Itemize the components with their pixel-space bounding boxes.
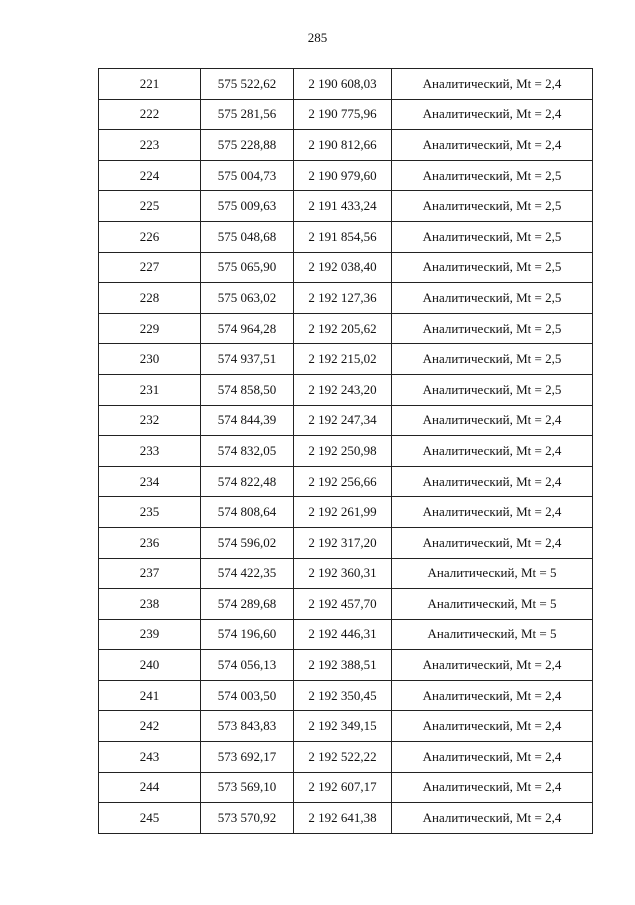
y-coordinate-cell: 2 190 979,60	[294, 160, 392, 191]
method-accuracy-cell: Аналитический, Mt = 5	[392, 558, 593, 589]
table-row	[99, 99, 593, 130]
point-number-cell: 227	[99, 252, 201, 283]
table-row	[99, 160, 593, 191]
table-row	[99, 589, 593, 620]
method-accuracy-cell: Аналитический, Mt = 2,4	[392, 680, 593, 711]
y-coordinate-cell: 2 192 250,98	[294, 436, 392, 467]
method-accuracy-cell: Аналитический, Mt = 2,4	[392, 436, 593, 467]
method-accuracy-cell: Аналитический, Mt = 2,4	[392, 130, 593, 161]
point-number-cell: 233	[99, 436, 201, 467]
point-number-cell: 225	[99, 191, 201, 222]
x-coordinate-cell: 575 063,02	[201, 283, 294, 314]
x-coordinate-cell: 573 569,10	[201, 772, 294, 803]
coordinates-table-body	[99, 69, 593, 834]
y-coordinate-cell: 2 192 641,38	[294, 803, 392, 834]
y-coordinate-cell: 2 192 446,31	[294, 619, 392, 650]
method-accuracy-cell: Аналитический, Mt = 2,5	[392, 344, 593, 375]
table-row	[99, 650, 593, 681]
y-coordinate-cell: 2 192 457,70	[294, 589, 392, 620]
point-number-cell: 229	[99, 313, 201, 344]
table-row	[99, 283, 593, 314]
y-coordinate-cell: 2 192 607,17	[294, 772, 392, 803]
x-coordinate-cell: 574 196,60	[201, 619, 294, 650]
method-accuracy-cell: Аналитический, Mt = 2,4	[392, 650, 593, 681]
x-coordinate-cell: 574 289,68	[201, 589, 294, 620]
table-row	[99, 619, 593, 650]
table-row	[99, 711, 593, 742]
y-coordinate-cell: 2 192 038,40	[294, 252, 392, 283]
y-coordinate-cell: 2 190 812,66	[294, 130, 392, 161]
table-row	[99, 221, 593, 252]
x-coordinate-cell: 575 004,73	[201, 160, 294, 191]
point-number-cell: 240	[99, 650, 201, 681]
x-coordinate-cell: 574 056,13	[201, 650, 294, 681]
table-row	[99, 374, 593, 405]
y-coordinate-cell: 2 192 350,45	[294, 680, 392, 711]
y-coordinate-cell: 2 191 854,56	[294, 221, 392, 252]
point-number-cell: 239	[99, 619, 201, 650]
method-accuracy-cell: Аналитический, Mt = 2,4	[392, 497, 593, 528]
method-accuracy-cell: Аналитический, Mt = 2,4	[392, 711, 593, 742]
table-row	[99, 742, 593, 773]
point-number-cell: 226	[99, 221, 201, 252]
x-coordinate-cell: 574 422,35	[201, 558, 294, 589]
x-coordinate-cell: 575 281,56	[201, 99, 294, 130]
method-accuracy-cell: Аналитический, Mt = 2,5	[392, 374, 593, 405]
point-number-cell: 242	[99, 711, 201, 742]
table-row	[99, 527, 593, 558]
x-coordinate-cell: 575 048,68	[201, 221, 294, 252]
y-coordinate-cell: 2 190 775,96	[294, 99, 392, 130]
x-coordinate-cell: 575 065,90	[201, 252, 294, 283]
method-accuracy-cell: Аналитический, Mt = 2,5	[392, 283, 593, 314]
point-number-cell: 244	[99, 772, 201, 803]
point-number-cell: 230	[99, 344, 201, 375]
point-number-cell: 222	[99, 99, 201, 130]
table-row	[99, 466, 593, 497]
method-accuracy-cell: Аналитический, Mt = 2,5	[392, 191, 593, 222]
y-coordinate-cell: 2 192 360,31	[294, 558, 392, 589]
table-row	[99, 344, 593, 375]
table-row	[99, 558, 593, 589]
point-number-cell: 235	[99, 497, 201, 528]
y-coordinate-cell: 2 192 261,99	[294, 497, 392, 528]
x-coordinate-cell: 575 228,88	[201, 130, 294, 161]
table-row	[99, 772, 593, 803]
x-coordinate-cell: 574 822,48	[201, 466, 294, 497]
y-coordinate-cell: 2 192 127,36	[294, 283, 392, 314]
table-row	[99, 191, 593, 222]
method-accuracy-cell: Аналитический, Mt = 2,4	[392, 527, 593, 558]
x-coordinate-cell: 574 937,51	[201, 344, 294, 375]
point-number-cell: 221	[99, 69, 201, 100]
y-coordinate-cell: 2 192 388,51	[294, 650, 392, 681]
point-number-cell: 243	[99, 742, 201, 773]
x-coordinate-cell: 574 832,05	[201, 436, 294, 467]
x-coordinate-cell: 573 843,83	[201, 711, 294, 742]
method-accuracy-cell: Аналитический, Mt = 2,5	[392, 313, 593, 344]
y-coordinate-cell: 2 192 243,20	[294, 374, 392, 405]
point-number-cell: 245	[99, 803, 201, 834]
y-coordinate-cell: 2 191 433,24	[294, 191, 392, 222]
y-coordinate-cell: 2 190 608,03	[294, 69, 392, 100]
x-coordinate-cell: 574 844,39	[201, 405, 294, 436]
point-number-cell: 232	[99, 405, 201, 436]
table-row	[99, 680, 593, 711]
table-row	[99, 803, 593, 834]
x-coordinate-cell: 574 808,64	[201, 497, 294, 528]
x-coordinate-cell: 574 596,02	[201, 527, 294, 558]
point-number-cell: 231	[99, 374, 201, 405]
x-coordinate-cell: 574 964,28	[201, 313, 294, 344]
page-number: 285	[307, 30, 328, 45]
point-number-cell: 223	[99, 130, 201, 161]
method-accuracy-cell: Аналитический, Mt = 2,5	[392, 221, 593, 252]
point-number-cell: 224	[99, 160, 201, 191]
y-coordinate-cell: 2 192 349,15	[294, 711, 392, 742]
x-coordinate-cell: 575 009,63	[201, 191, 294, 222]
point-number-cell: 237	[99, 558, 201, 589]
x-coordinate-cell: 573 570,92	[201, 803, 294, 834]
table-row	[99, 130, 593, 161]
table-row	[99, 436, 593, 467]
y-coordinate-cell: 2 192 247,34	[294, 405, 392, 436]
table-row	[99, 497, 593, 528]
y-coordinate-cell: 2 192 256,66	[294, 466, 392, 497]
table-row	[99, 405, 593, 436]
point-number-cell: 234	[99, 466, 201, 497]
y-coordinate-cell: 2 192 317,20	[294, 527, 392, 558]
method-accuracy-cell: Аналитический, Mt = 2,4	[392, 803, 593, 834]
y-coordinate-cell: 2 192 522,22	[294, 742, 392, 773]
x-coordinate-cell: 574 858,50	[201, 374, 294, 405]
y-coordinate-cell: 2 192 215,02	[294, 344, 392, 375]
point-number-cell: 236	[99, 527, 201, 558]
method-accuracy-cell: Аналитический, Mt = 2,4	[392, 69, 593, 100]
table-row	[99, 313, 593, 344]
method-accuracy-cell: Аналитический, Mt = 2,4	[392, 742, 593, 773]
method-accuracy-cell: Аналитический, Mt = 2,4	[392, 405, 593, 436]
x-coordinate-cell: 575 522,62	[201, 69, 294, 100]
method-accuracy-cell: Аналитический, Mt = 5	[392, 589, 593, 620]
y-coordinate-cell: 2 192 205,62	[294, 313, 392, 344]
method-accuracy-cell: Аналитический, Mt = 2,4	[392, 772, 593, 803]
x-coordinate-cell: 574 003,50	[201, 680, 294, 711]
method-accuracy-cell: Аналитический, Mt = 5	[392, 619, 593, 650]
method-accuracy-cell: Аналитический, Mt = 2,4	[392, 466, 593, 497]
method-accuracy-cell: Аналитический, Mt = 2,4	[392, 99, 593, 130]
table-row	[99, 252, 593, 283]
method-accuracy-cell: Аналитический, Mt = 2,5	[392, 160, 593, 191]
point-number-cell: 228	[99, 283, 201, 314]
method-accuracy-cell: Аналитический, Mt = 2,5	[392, 252, 593, 283]
point-number-cell: 238	[99, 589, 201, 620]
table-row	[99, 69, 593, 100]
coordinates-table	[98, 68, 593, 834]
point-number-cell: 241	[99, 680, 201, 711]
x-coordinate-cell: 573 692,17	[201, 742, 294, 773]
